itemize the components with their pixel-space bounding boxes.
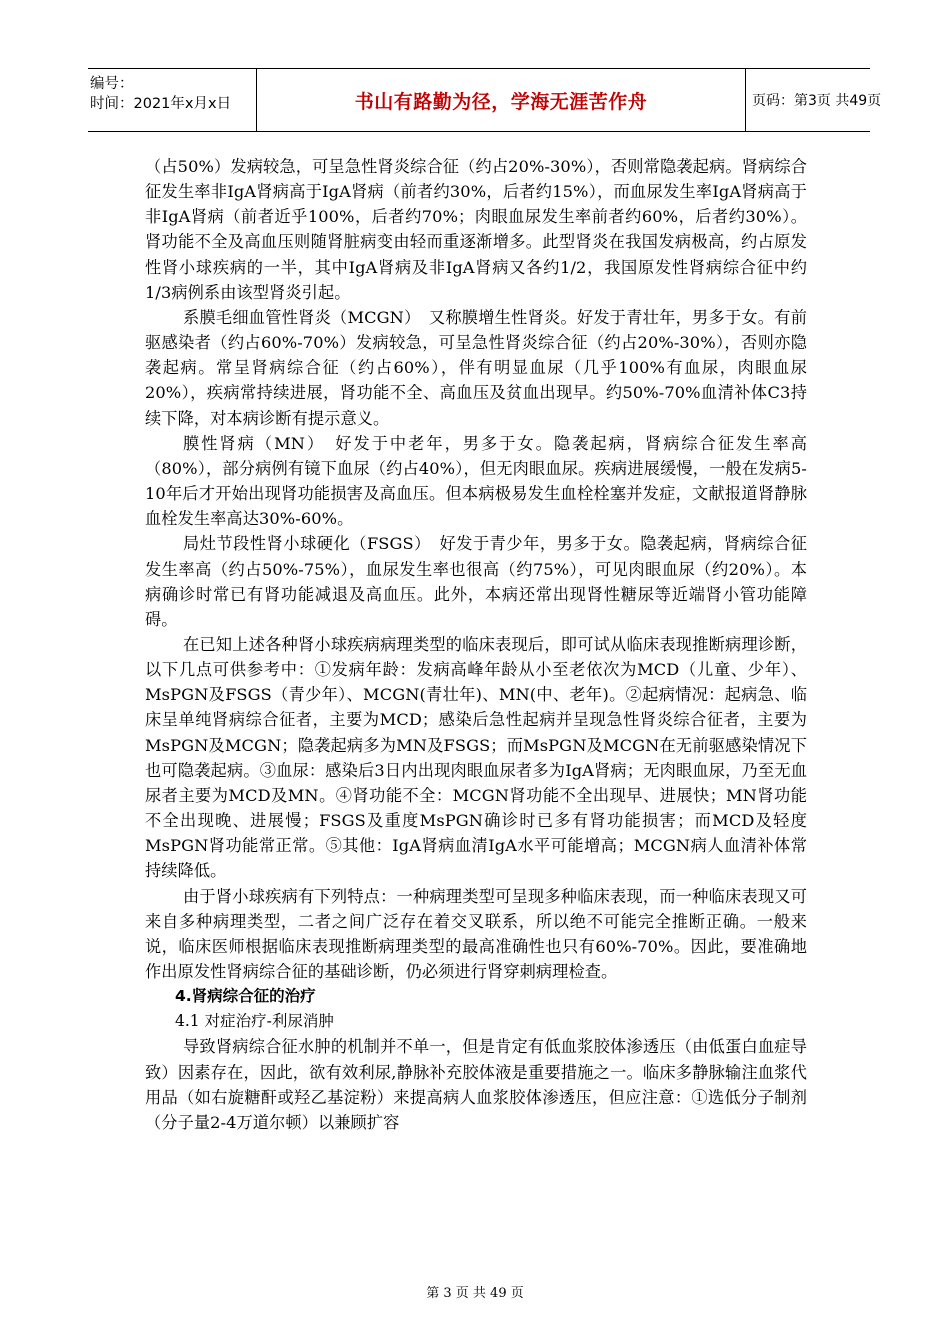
header-page-cell <box>746 69 882 131</box>
subsection-heading-diuresis: 4.1 对症治疗-利尿消肿 <box>175 1012 334 1031</box>
doc-date-label: 时间：2021年x月x日 <box>90 96 232 112</box>
paragraph-fsgs: 局灶节段性肾小球硬化（FSGS） 好发于青少年，男多于女。隐袭起病，肾病综合征发生率高（约占50%-75%），血尿发生率也很高（约75%），可见肉眼血尿（约20%）。本病确诊时常已有肾功能减退及高血压。此外，本病还常出现肾性糖尿等近端肾小管功能障碍。 <box>145 534 807 629</box>
section-heading-treatment: 4.肾病综合征的治疗 <box>175 987 316 1006</box>
header-page-code: 页码：第3页 共49页 <box>752 93 882 109</box>
header-motto-cell <box>256 69 746 131</box>
page-header <box>88 68 882 132</box>
page-footer: 第 3 页 共 49 页 <box>426 1286 524 1301</box>
paragraph-clinical-inference: 在已知上述各种肾小球疾病病理类型的临床表现后，即可试从临床表现推断病理诊断，以下几点可供参考中：①发病年龄：发病高峰年龄从小至老依次为MCD（儿童、少年）、MsPGN及FSGS（青少年）、MCGN(青壮年)、MN(中、老年)。②起病情况：起病急、临床呈单纯肾病综合征者，主要为MCD；感染后急性起病并呈现急性肾炎综合征者，主要为MsPGN及MCGN；隐袭起病多为MN及FSGS；而MsPGN及MCGN在无前驱感染情况下也可隐袭起病。③血尿：感染后3日内出现肉眼血尿者多为IgA肾病；无肉眼血尿，乃至无血尿者主要为MCD及MN。④肾功能不全：MCGN肾功能不全出现早、进展快；MN肾功能不全出现晚、进展慢；FSGS及重度MsPGN确诊时已多有肾功能损害；而MCD及轻度MsPGN肾功能常正常。⑤其他：IgA肾病血清IgA水平可能增高；MCGN病人血清补体常持续降低。 <box>145 634 807 881</box>
paragraph-biopsy-necessity: 由于肾小球疾病有下列特点：一种病理类型可呈现多种临床表现，而一种临床表现又可来自多种病理类型，二者之间广泛存在着交叉联系，所以绝不可能完全推断正确。一般来说，临床医师根据临床表现推断病理类型的最高准确性也只有60%-70%。因此，要准确地作出原发性肾病综合征的基础诊断，仍必须进行肾穿刺病理检查。 <box>145 886 807 981</box>
paragraph-edema-mechanism: 导致肾病综合征水肿的机制并不单一，但是肯定有低血浆胶体渗透压（由低蛋白血症导致）因素存在，因此，欲有效利尿,静脉补充胶体液是重要措施之一。临床多静脉输注血浆代用品（如右旋糖酐或羟乙基淀粉）来提高病人血浆胶体渗透压，但应注意：①选低分子制剂（分子量2-4万道尔顿）以兼顾扩容 <box>145 1037 807 1132</box>
doc-code-label: 编号： <box>90 76 134 92</box>
paragraph-mcgn: 系膜毛细血管性肾炎（MCGN） 又称膜增生性肾炎。好发于青壮年，男多于女。有前驱感染者（约占60%-70%）发病较急，可呈急性肾炎综合征（约占20%-30%），否则亦隐袭起病。常呈肾病综合征（约占60%），伴有明显血尿（几乎100%有血尿，肉眼血尿20%），疾病常持续进展，肾功能不全、高血压及贫血出现早。约50%-70%血清补体C3持续下降，对本病诊断有提示意义。 <box>145 307 807 428</box>
header-meta <box>88 69 256 131</box>
paragraph-mn: 膜性肾病（MN） 好发于中老年，男多于女。隐袭起病，肾病综合征发生率高（80%），部分病例有镜下血尿（约占40%），但无肉眼血尿。疾病进展缓慢，一般在发病5-10年后才开始出现肾功能损害及高血压。但本病极易发生血栓栓塞并发症，文献报道肾静脉血栓发生率高达30%-60%。 <box>145 433 807 529</box>
paragraph-igan-continued: （占50%）发病较急，可呈急性肾炎综合征（约占20%-30%），否则常隐袭起病。肾病综合征发生率非IgA肾病高于IgA肾病（前者约30%，后者约15%），而血尿发生率IgA肾病高于非IgA肾病（前者近乎100%，后者约70%；肉眼血尿发生率前者约60%，后者约30%）。肾功能不全及高血压则随肾脏病变由轻而重逐渐增多。此型肾炎在我国发病极高，约占原发性肾小球疾病的一半，其中IgA肾病及非IgA肾病又各约1/2，我国原发性肾病综合征中约1/3病例系由该型肾炎引起。 <box>145 157 807 302</box>
header-motto: 书山有路勤为径，学海无涯苦作舟 <box>354 90 648 113</box>
document-body <box>145 154 807 1135</box>
